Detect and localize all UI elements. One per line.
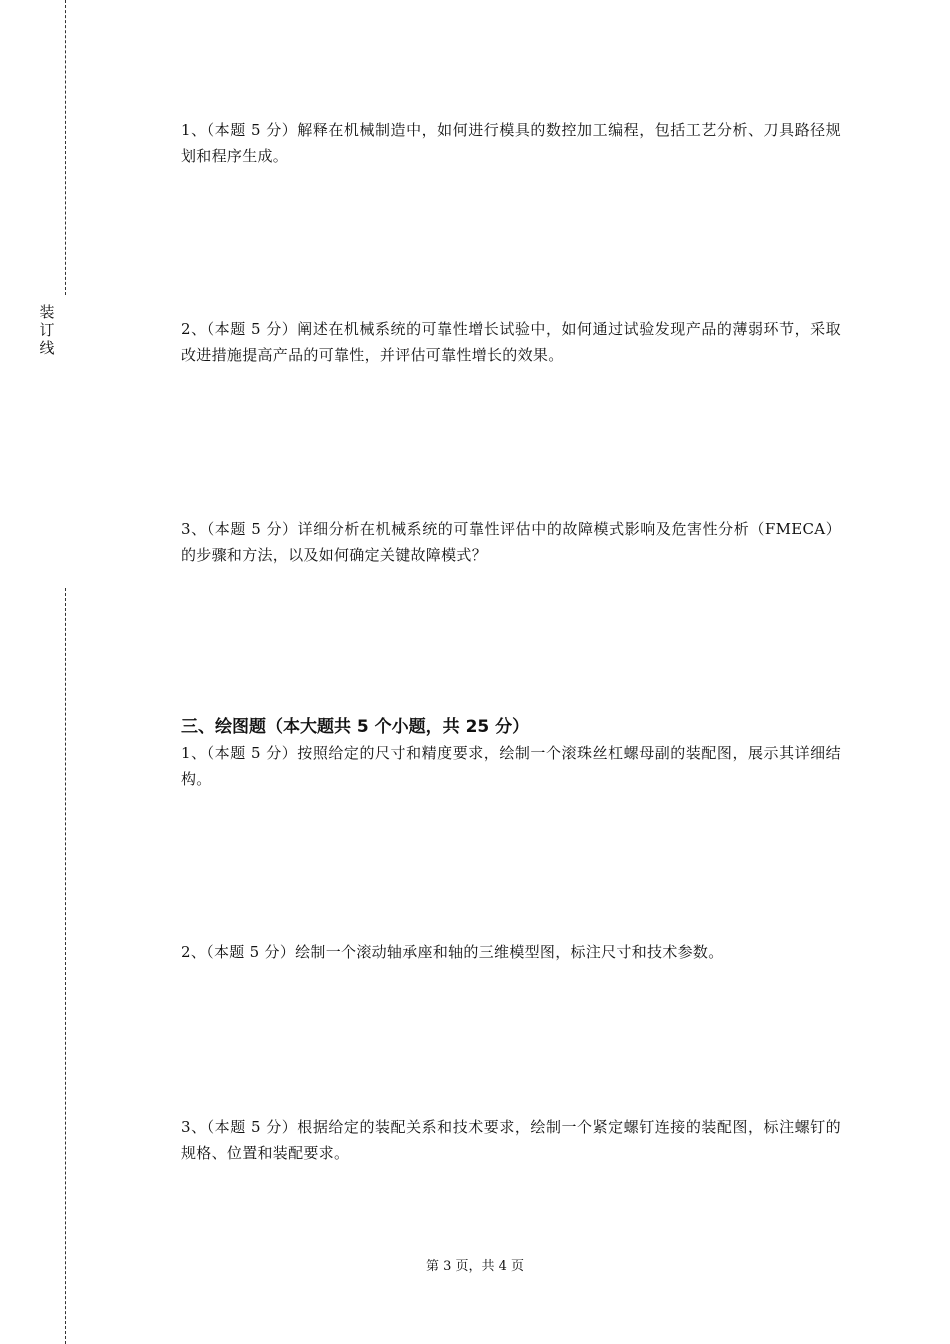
binding-line-bottom (65, 588, 66, 1344)
binding-char: 装 (39, 303, 55, 321)
question-2-1: 1、（本题 5 分）解释在机械制造中，如何进行模具的数控加工编程，包括工艺分析、刀具路径规划和程序生成。 (181, 121, 841, 165)
binding-char: 订 (39, 321, 55, 339)
question-3-1: 1、（本题 5 分）按照给定的尺寸和精度要求，绘制一个滚珠丝杠螺母副的装配图，展示其详细结构。 (181, 744, 841, 788)
question-2-2: 2、（本题 5 分）阐述在机械系统的可靠性增长试验中，如何通过试验发现产品的薄弱环节，采取改进措施提高产品的可靠性，并评估可靠性增长的效果。 (181, 320, 841, 364)
section-title-drawing: 三、绘图题（本大题共 5 个小题，共 25 分） (181, 717, 530, 737)
binding-label (38, 303, 56, 357)
binding-char: 线 (39, 339, 55, 357)
question-3-3: 3、（本题 5 分）根据给定的装配关系和技术要求，绘制一个紧定螺钉连接的装配图，标注螺钉的规格、位置和装配要求。 (181, 1118, 841, 1162)
question-3-2: 2、（本题 5 分）绘制一个滚动轴承座和轴的三维模型图，标注尺寸和技术参数。 (181, 943, 724, 961)
binding-line-top (65, 0, 66, 295)
page-number-footer: 第 3 页，共 4 页 (425, 1259, 525, 1274)
question-2-3: 3、（本题 5 分）详细分析在机械系统的可靠性评估中的故障模式影响及危害性分析（FMECA）的步骤和方法，以及如何确定关键故障模式？ (181, 520, 841, 564)
